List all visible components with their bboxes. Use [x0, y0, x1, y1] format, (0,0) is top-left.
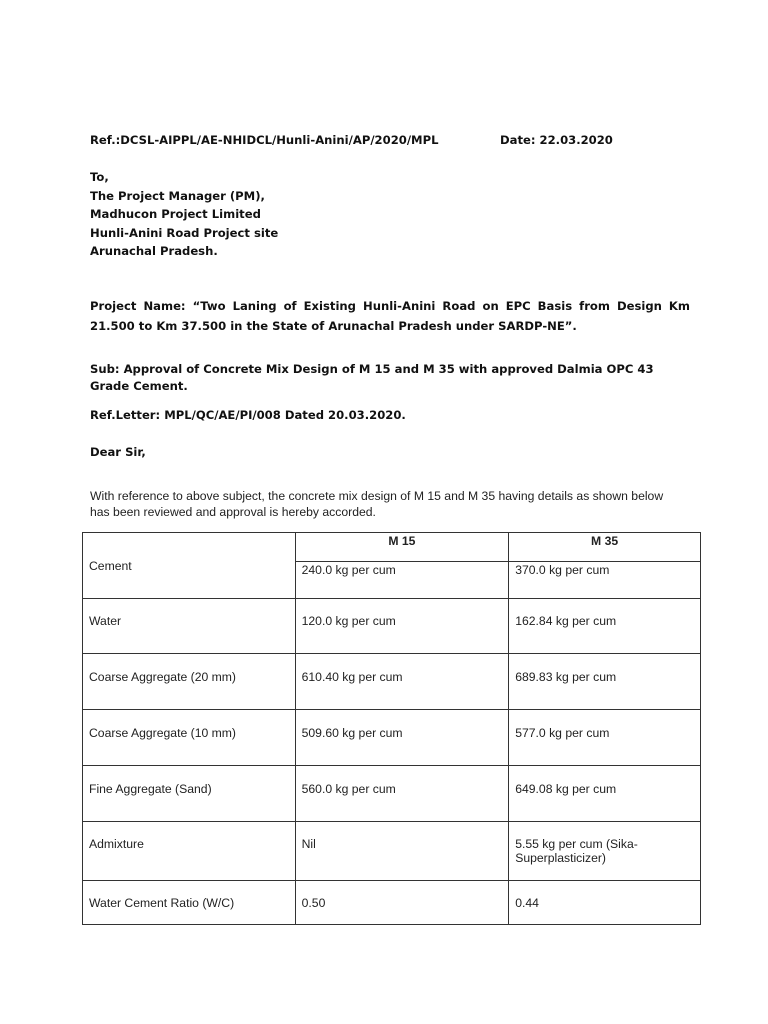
- cell-m15: 0.50: [295, 881, 509, 925]
- cell-m15: 240.0 kg per cum: [295, 562, 509, 599]
- cell-m35: 162.84 kg per cum: [509, 599, 701, 654]
- address-line: Arunachal Pradesh.: [90, 244, 218, 258]
- row-label: Admixture: [83, 822, 296, 881]
- row-label: Coarse Aggregate (10 mm): [83, 710, 296, 766]
- address-line: The Project Manager (PM),: [90, 188, 265, 203]
- cell-m35: 649.08 kg per cum: [509, 766, 701, 822]
- row-label: Water Cement Ratio (W/C): [83, 881, 296, 925]
- address-line: Madhucon Project Limited: [90, 207, 261, 221]
- address-line: To,: [90, 170, 109, 184]
- cell-m15: 560.0 kg per cum: [295, 766, 509, 822]
- subject-line: Sub: Approval of Concrete Mix Design of M 15 and M 35 with approved Dalmia OPC 43 Grade Cement.: [90, 362, 654, 393]
- table-row: [83, 599, 701, 654]
- row-label: Water: [83, 599, 296, 654]
- reference-number: Ref.:DCSL-AIPPL/AE-NHIDCL/Hunli-Anini/AP/2020/MPL: [90, 133, 439, 147]
- project-name: [90, 296, 690, 336]
- cell-m35: 0.44: [509, 881, 701, 925]
- project-label: Project Name:: [90, 299, 186, 313]
- cell-m15: 120.0 kg per cum: [295, 599, 509, 654]
- salutation: Dear Sir,: [90, 445, 146, 459]
- cell-m15: 610.40 kg per cum: [295, 654, 509, 710]
- table-row: [83, 710, 701, 766]
- table-row: [83, 881, 701, 925]
- table-header-row: [83, 533, 701, 562]
- column-header-m15: M 15: [295, 533, 509, 562]
- address-line: Hunli-Anini Road Project site: [90, 225, 279, 240]
- body-paragraph: With reference to above subject, the concrete mix design of M 15 and M 35 having details as shown below has been reviewed and approval is hereby accorded.: [90, 489, 664, 519]
- cell-m35: 5.55 kg per cum (Sika-Superplasticizer): [509, 822, 701, 881]
- reference-line: [90, 131, 690, 150]
- table-row: [83, 654, 701, 710]
- cell-m35: 689.83 kg per cum: [509, 654, 701, 710]
- recipient-address: [90, 168, 278, 261]
- cell-m35: 370.0 kg per cum: [509, 562, 701, 599]
- row-label: Coarse Aggregate (20 mm): [83, 654, 296, 710]
- cell-m15: Nil: [295, 822, 509, 881]
- cell-m15: 509.60 kg per cum: [295, 710, 509, 766]
- mix-design-table: [82, 532, 701, 925]
- table-row: [83, 822, 701, 881]
- row-label-cement: Cement: [83, 533, 296, 599]
- project-name-value: “Two Laning of Existing Hunli-Anini Road on EPC Basis from Design Km 21.500 to Km 37.500 in the State of Arunachal Pradesh under SARDP-NE”.: [90, 299, 690, 333]
- cell-m35: 577.0 kg per cum: [509, 710, 701, 766]
- reference-letter: Ref.Letter: MPL/QC/AE/PI/008 Dated 20.03.2020.: [90, 408, 406, 422]
- row-label: Fine Aggregate (Sand): [83, 766, 296, 822]
- column-header-m35: M 35: [509, 533, 701, 562]
- table-row: [83, 766, 701, 822]
- letter-date: Date: 22.03.2020: [500, 133, 613, 147]
